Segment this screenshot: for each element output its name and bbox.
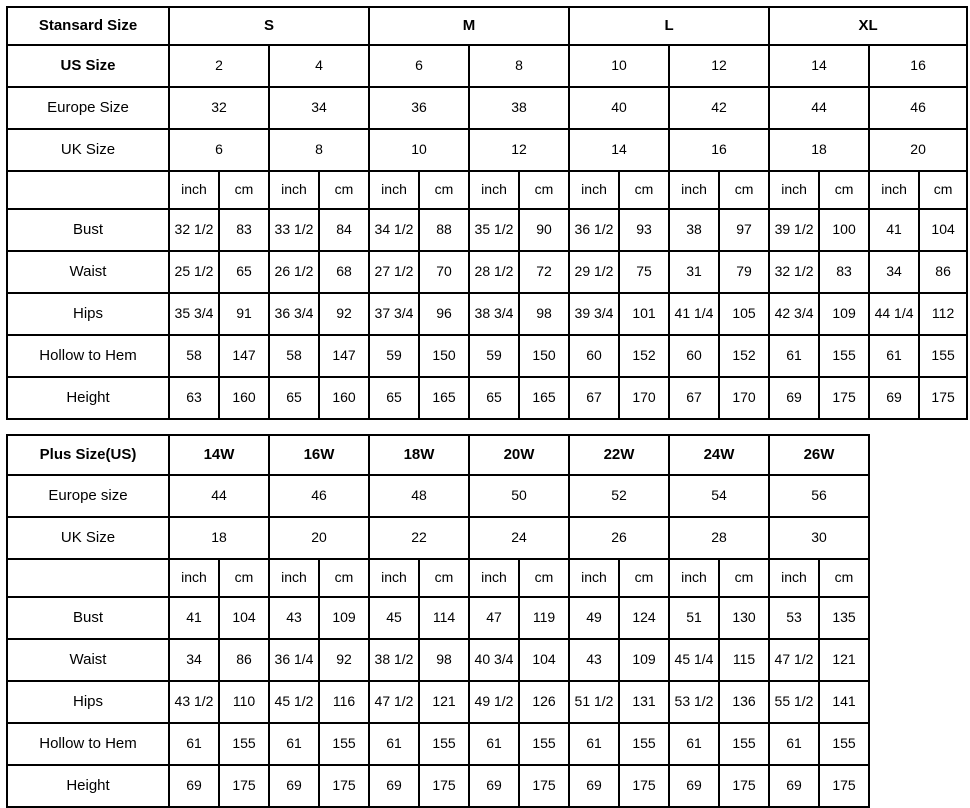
- table-cell: 8: [469, 45, 569, 87]
- row-label-us-size: US Size: [7, 45, 169, 87]
- table-row: [7, 681, 965, 723]
- table-cell: 79: [719, 251, 769, 293]
- table-cell: 38: [669, 209, 719, 251]
- table-cell: 49: [569, 597, 619, 639]
- table-cell: 49 1/2: [469, 681, 519, 723]
- table-cell: 26 1/2: [269, 251, 319, 293]
- table-cell: 150: [419, 335, 469, 377]
- table-cell: 69: [369, 765, 419, 807]
- unit-cell: inch: [569, 559, 619, 597]
- table-cell: 34: [269, 87, 369, 129]
- unit-cell: inch: [569, 171, 619, 209]
- table-cell: 60: [669, 335, 719, 377]
- table-row: [7, 129, 967, 171]
- plus-row-filler: [869, 597, 965, 639]
- table-cell: 155: [619, 723, 669, 765]
- table-cell: 69: [869, 377, 919, 419]
- table-cell: 135: [819, 597, 869, 639]
- plus-row-filler: [869, 559, 965, 597]
- table-cell: 88: [419, 209, 469, 251]
- table-cell: 104: [219, 597, 269, 639]
- table-cell: 160: [219, 377, 269, 419]
- plus-row-filler: [869, 765, 965, 807]
- table-cell: 170: [719, 377, 769, 419]
- table-cell: 69: [569, 765, 619, 807]
- table-cell: 59: [469, 335, 519, 377]
- row-label-height: Height: [7, 377, 169, 419]
- table-cell: 69: [769, 765, 819, 807]
- table-cell: 43 1/2: [169, 681, 219, 723]
- standard-size-group-s: S: [169, 7, 369, 45]
- units-row-empty-label: [7, 171, 169, 209]
- table-cell: 16: [669, 129, 769, 171]
- table-cell: 69: [769, 377, 819, 419]
- plus-row-filler: [869, 681, 965, 723]
- table-cell: 86: [919, 251, 967, 293]
- standard-size-group-l: L: [569, 7, 769, 45]
- unit-cell: cm: [619, 559, 669, 597]
- unit-cell: inch: [469, 171, 519, 209]
- table-cell: 75: [619, 251, 669, 293]
- table-row: [7, 45, 967, 87]
- row-label-waist: Waist: [7, 639, 169, 681]
- table-row: [7, 639, 965, 681]
- table-cell: 65: [219, 251, 269, 293]
- table-cell: 65: [369, 377, 419, 419]
- table-cell: 97: [719, 209, 769, 251]
- plus-size-table: [6, 434, 966, 808]
- row-label-bust: Bust: [7, 209, 169, 251]
- table-cell: 28 1/2: [469, 251, 519, 293]
- table-cell: 39 3/4: [569, 293, 619, 335]
- table-cell: 61: [369, 723, 419, 765]
- table-cell: 104: [919, 209, 967, 251]
- unit-cell: cm: [419, 559, 469, 597]
- table-cell: 101: [619, 293, 669, 335]
- table-cell: 121: [819, 639, 869, 681]
- table-cell: 115: [719, 639, 769, 681]
- table-row: [7, 335, 967, 377]
- table-cell: 61: [669, 723, 719, 765]
- row-label-uk-size: UK Size: [7, 129, 169, 171]
- table-cell: 61: [769, 335, 819, 377]
- table-cell: 50: [469, 475, 569, 517]
- table-cell: 165: [519, 377, 569, 419]
- standard-header-row: [7, 7, 967, 45]
- table-cell: 10: [369, 129, 469, 171]
- table-cell: 56: [769, 475, 869, 517]
- table-cell: 35 3/4: [169, 293, 219, 335]
- table-cell: 72: [519, 251, 569, 293]
- plus-row-filler: [869, 639, 965, 681]
- unit-cell: inch: [769, 171, 819, 209]
- table-cell: 67: [569, 377, 619, 419]
- unit-cell: inch: [169, 559, 219, 597]
- table-cell: 55 1/2: [769, 681, 819, 723]
- unit-cell: cm: [719, 559, 769, 597]
- table-cell: 110: [219, 681, 269, 723]
- table-cell: 32 1/2: [169, 209, 219, 251]
- table-cell: 98: [419, 639, 469, 681]
- table-cell: 26: [569, 517, 669, 559]
- units-row-empty-label: [7, 559, 169, 597]
- table-cell: 36 1/2: [569, 209, 619, 251]
- row-label-height: Height: [7, 765, 169, 807]
- table-cell: 109: [619, 639, 669, 681]
- table-cell: 54: [669, 475, 769, 517]
- table-cell: 45 1/2: [269, 681, 319, 723]
- table-cell: 36 3/4: [269, 293, 319, 335]
- table-cell: 91: [219, 293, 269, 335]
- table-cell: 38 3/4: [469, 293, 519, 335]
- table-cell: 6: [169, 129, 269, 171]
- table-cell: 59: [369, 335, 419, 377]
- table-cell: 175: [619, 765, 669, 807]
- table-cell: 69: [269, 765, 319, 807]
- table-cell: 175: [219, 765, 269, 807]
- table-cell: 27 1/2: [369, 251, 419, 293]
- table-cell: 83: [819, 251, 869, 293]
- unit-cell: cm: [819, 171, 869, 209]
- table-cell: 98: [519, 293, 569, 335]
- unit-cell: cm: [319, 559, 369, 597]
- table-cell: 30: [769, 517, 869, 559]
- table-row: [7, 475, 965, 517]
- table-row: [7, 723, 965, 765]
- row-label-hollow-to-hem: Hollow to Hem: [7, 335, 169, 377]
- table-cell: 152: [619, 335, 669, 377]
- table-cell: 126: [519, 681, 569, 723]
- plus-size-group-14w: 14W: [169, 435, 269, 475]
- table-cell: 100: [819, 209, 869, 251]
- unit-cell: cm: [519, 171, 569, 209]
- table-cell: 63: [169, 377, 219, 419]
- table-cell: 51: [669, 597, 719, 639]
- table-cell: 47: [469, 597, 519, 639]
- plus-row-filler: [869, 475, 965, 517]
- table-cell: 175: [819, 765, 869, 807]
- table-cell: 84: [319, 209, 369, 251]
- table-cell: 32 1/2: [769, 251, 819, 293]
- table-cell: 155: [919, 335, 967, 377]
- table-cell: 104: [519, 639, 569, 681]
- table-cell: 22: [369, 517, 469, 559]
- table-cell: 46: [269, 475, 369, 517]
- row-label-europe-size: Europe Size: [7, 87, 169, 129]
- table-cell: 121: [419, 681, 469, 723]
- table-cell: 155: [519, 723, 569, 765]
- table-cell: 43: [569, 639, 619, 681]
- row-label-europe-size: Europe size: [7, 475, 169, 517]
- table-cell: 170: [619, 377, 669, 419]
- table-cell: 67: [669, 377, 719, 419]
- table-cell: 14: [569, 129, 669, 171]
- table-cell: 92: [319, 639, 369, 681]
- row-label-bust: Bust: [7, 597, 169, 639]
- unit-cell: inch: [269, 559, 319, 597]
- table-cell: 105: [719, 293, 769, 335]
- table-cell: 150: [519, 335, 569, 377]
- table-cell: 29 1/2: [569, 251, 619, 293]
- table-cell: 43: [269, 597, 319, 639]
- table-cell: 31: [669, 251, 719, 293]
- table-cell: 175: [719, 765, 769, 807]
- plus-row-filler: [869, 517, 965, 559]
- unit-cell: cm: [719, 171, 769, 209]
- table-row: [7, 293, 967, 335]
- table-cell: 96: [419, 293, 469, 335]
- table-cell: 112: [919, 293, 967, 335]
- plus-header-filler: [869, 435, 965, 475]
- table-row: [7, 765, 965, 807]
- table-cell: 52: [569, 475, 669, 517]
- table-cell: 175: [319, 765, 369, 807]
- plus-size-group-16w: 16W: [269, 435, 369, 475]
- table-cell: 130: [719, 597, 769, 639]
- table-cell: 69: [169, 765, 219, 807]
- table-cell: 61: [169, 723, 219, 765]
- table-row: [7, 87, 967, 129]
- table-cell: 37 3/4: [369, 293, 419, 335]
- unit-cell: cm: [419, 171, 469, 209]
- table-cell: 39 1/2: [769, 209, 819, 251]
- table-cell: 65: [269, 377, 319, 419]
- table-cell: 36 1/4: [269, 639, 319, 681]
- table-cell: 152: [719, 335, 769, 377]
- table-cell: 68: [319, 251, 369, 293]
- unit-cell: inch: [869, 171, 919, 209]
- unit-cell: inch: [669, 171, 719, 209]
- unit-cell: cm: [319, 171, 369, 209]
- table-cell: 44: [769, 87, 869, 129]
- table-cell: 155: [419, 723, 469, 765]
- table-cell: 136: [719, 681, 769, 723]
- table-cell: 34: [869, 251, 919, 293]
- unit-cell: cm: [619, 171, 669, 209]
- table-cell: 124: [619, 597, 669, 639]
- row-label-hips: Hips: [7, 681, 169, 723]
- unit-cell: inch: [769, 559, 819, 597]
- table-cell: 51 1/2: [569, 681, 619, 723]
- table-cell: 34 1/2: [369, 209, 419, 251]
- unit-cell: cm: [819, 559, 869, 597]
- table-cell: 69: [669, 765, 719, 807]
- table-cell: 61: [269, 723, 319, 765]
- table-cell: 147: [319, 335, 369, 377]
- table-cell: 36: [369, 87, 469, 129]
- table-cell: 155: [219, 723, 269, 765]
- table-cell: 61: [869, 335, 919, 377]
- table-cell: 175: [519, 765, 569, 807]
- standard-size-group-m: M: [369, 7, 569, 45]
- plus-header-row: [7, 435, 965, 475]
- plus-row-filler: [869, 723, 965, 765]
- unit-cell: inch: [469, 559, 519, 597]
- table-cell: 20: [269, 517, 369, 559]
- table-cell: 48: [369, 475, 469, 517]
- plus-size-group-26w: 26W: [769, 435, 869, 475]
- table-cell: 45: [369, 597, 419, 639]
- table-cell: 44: [169, 475, 269, 517]
- table-cell: 155: [819, 723, 869, 765]
- table-cell: 47 1/2: [769, 639, 819, 681]
- table-cell: 6: [369, 45, 469, 87]
- row-label-waist: Waist: [7, 251, 169, 293]
- table-cell: 116: [319, 681, 369, 723]
- table-cell: 4: [269, 45, 369, 87]
- table-cell: 92: [319, 293, 369, 335]
- table-cell: 131: [619, 681, 669, 723]
- table-cell: 38 1/2: [369, 639, 419, 681]
- table-cell: 44 1/4: [869, 293, 919, 335]
- row-label-uk-size: UK Size: [7, 517, 169, 559]
- table-cell: 175: [419, 765, 469, 807]
- table-cell: 61: [769, 723, 819, 765]
- table-cell: 2: [169, 45, 269, 87]
- table-cell: 35 1/2: [469, 209, 519, 251]
- table-cell: 12: [669, 45, 769, 87]
- table-row: [7, 597, 965, 639]
- table-row: [7, 209, 967, 251]
- plus-size-group-20w: 20W: [469, 435, 569, 475]
- table-cell: 61: [569, 723, 619, 765]
- table-cell: 69: [469, 765, 519, 807]
- table-cell: 40 3/4: [469, 639, 519, 681]
- row-label-hollow-to-hem: Hollow to Hem: [7, 723, 169, 765]
- unit-cell: inch: [369, 559, 419, 597]
- standard-title: Stansard Size: [7, 7, 169, 45]
- table-cell: 42: [669, 87, 769, 129]
- table-cell: 38: [469, 87, 569, 129]
- table-cell: 42 3/4: [769, 293, 819, 335]
- table-cell: 45 1/4: [669, 639, 719, 681]
- table-cell: 46: [869, 87, 967, 129]
- plus-size-group-18w: 18W: [369, 435, 469, 475]
- table-cell: 65: [469, 377, 519, 419]
- table-cell: 18: [769, 129, 869, 171]
- table-cell: 16: [869, 45, 967, 87]
- table-cell: 141: [819, 681, 869, 723]
- table-cell: 24: [469, 517, 569, 559]
- table-cell: 10: [569, 45, 669, 87]
- table-row: [7, 517, 965, 559]
- table-cell: 83: [219, 209, 269, 251]
- standard-units-row: [7, 171, 967, 209]
- table-cell: 18: [169, 517, 269, 559]
- table-cell: 109: [319, 597, 369, 639]
- table-cell: 155: [819, 335, 869, 377]
- table-cell: 41: [169, 597, 219, 639]
- table-cell: 155: [719, 723, 769, 765]
- table-cell: 175: [919, 377, 967, 419]
- table-cell: 12: [469, 129, 569, 171]
- unit-cell: cm: [219, 171, 269, 209]
- unit-cell: inch: [169, 171, 219, 209]
- table-cell: 8: [269, 129, 369, 171]
- unit-cell: cm: [519, 559, 569, 597]
- table-cell: 155: [319, 723, 369, 765]
- table-cell: 93: [619, 209, 669, 251]
- standard-size-table: [6, 6, 968, 420]
- table-cell: 40: [569, 87, 669, 129]
- table-cell: 33 1/2: [269, 209, 319, 251]
- table-cell: 53 1/2: [669, 681, 719, 723]
- table-cell: 32: [169, 87, 269, 129]
- table-cell: 34: [169, 639, 219, 681]
- unit-cell: cm: [219, 559, 269, 597]
- table-cell: 28: [669, 517, 769, 559]
- plus-size-group-24w: 24W: [669, 435, 769, 475]
- unit-cell: inch: [269, 171, 319, 209]
- unit-cell: inch: [369, 171, 419, 209]
- unit-cell: cm: [919, 171, 967, 209]
- table-cell: 160: [319, 377, 369, 419]
- table-cell: 147: [219, 335, 269, 377]
- table-cell: 41: [869, 209, 919, 251]
- table-row: [7, 377, 967, 419]
- table-cell: 175: [819, 377, 869, 419]
- table-cell: 109: [819, 293, 869, 335]
- table-cell: 119: [519, 597, 569, 639]
- table-cell: 61: [469, 723, 519, 765]
- table-cell: 14: [769, 45, 869, 87]
- unit-cell: inch: [669, 559, 719, 597]
- table-cell: 86: [219, 639, 269, 681]
- table-cell: 47 1/2: [369, 681, 419, 723]
- table-cell: 41 1/4: [669, 293, 719, 335]
- table-cell: 60: [569, 335, 619, 377]
- row-label-hips: Hips: [7, 293, 169, 335]
- table-cell: 58: [169, 335, 219, 377]
- plus-units-row: [7, 559, 965, 597]
- table-cell: 53: [769, 597, 819, 639]
- table-cell: 165: [419, 377, 469, 419]
- table-cell: 20: [869, 129, 967, 171]
- table-cell: 70: [419, 251, 469, 293]
- table-cell: 25 1/2: [169, 251, 219, 293]
- table-row: [7, 251, 967, 293]
- table-cell: 58: [269, 335, 319, 377]
- table-cell: 90: [519, 209, 569, 251]
- plus-title: Plus Size(US): [7, 435, 169, 475]
- table-cell: 114: [419, 597, 469, 639]
- standard-size-group-xl: XL: [769, 7, 967, 45]
- plus-size-group-22w: 22W: [569, 435, 669, 475]
